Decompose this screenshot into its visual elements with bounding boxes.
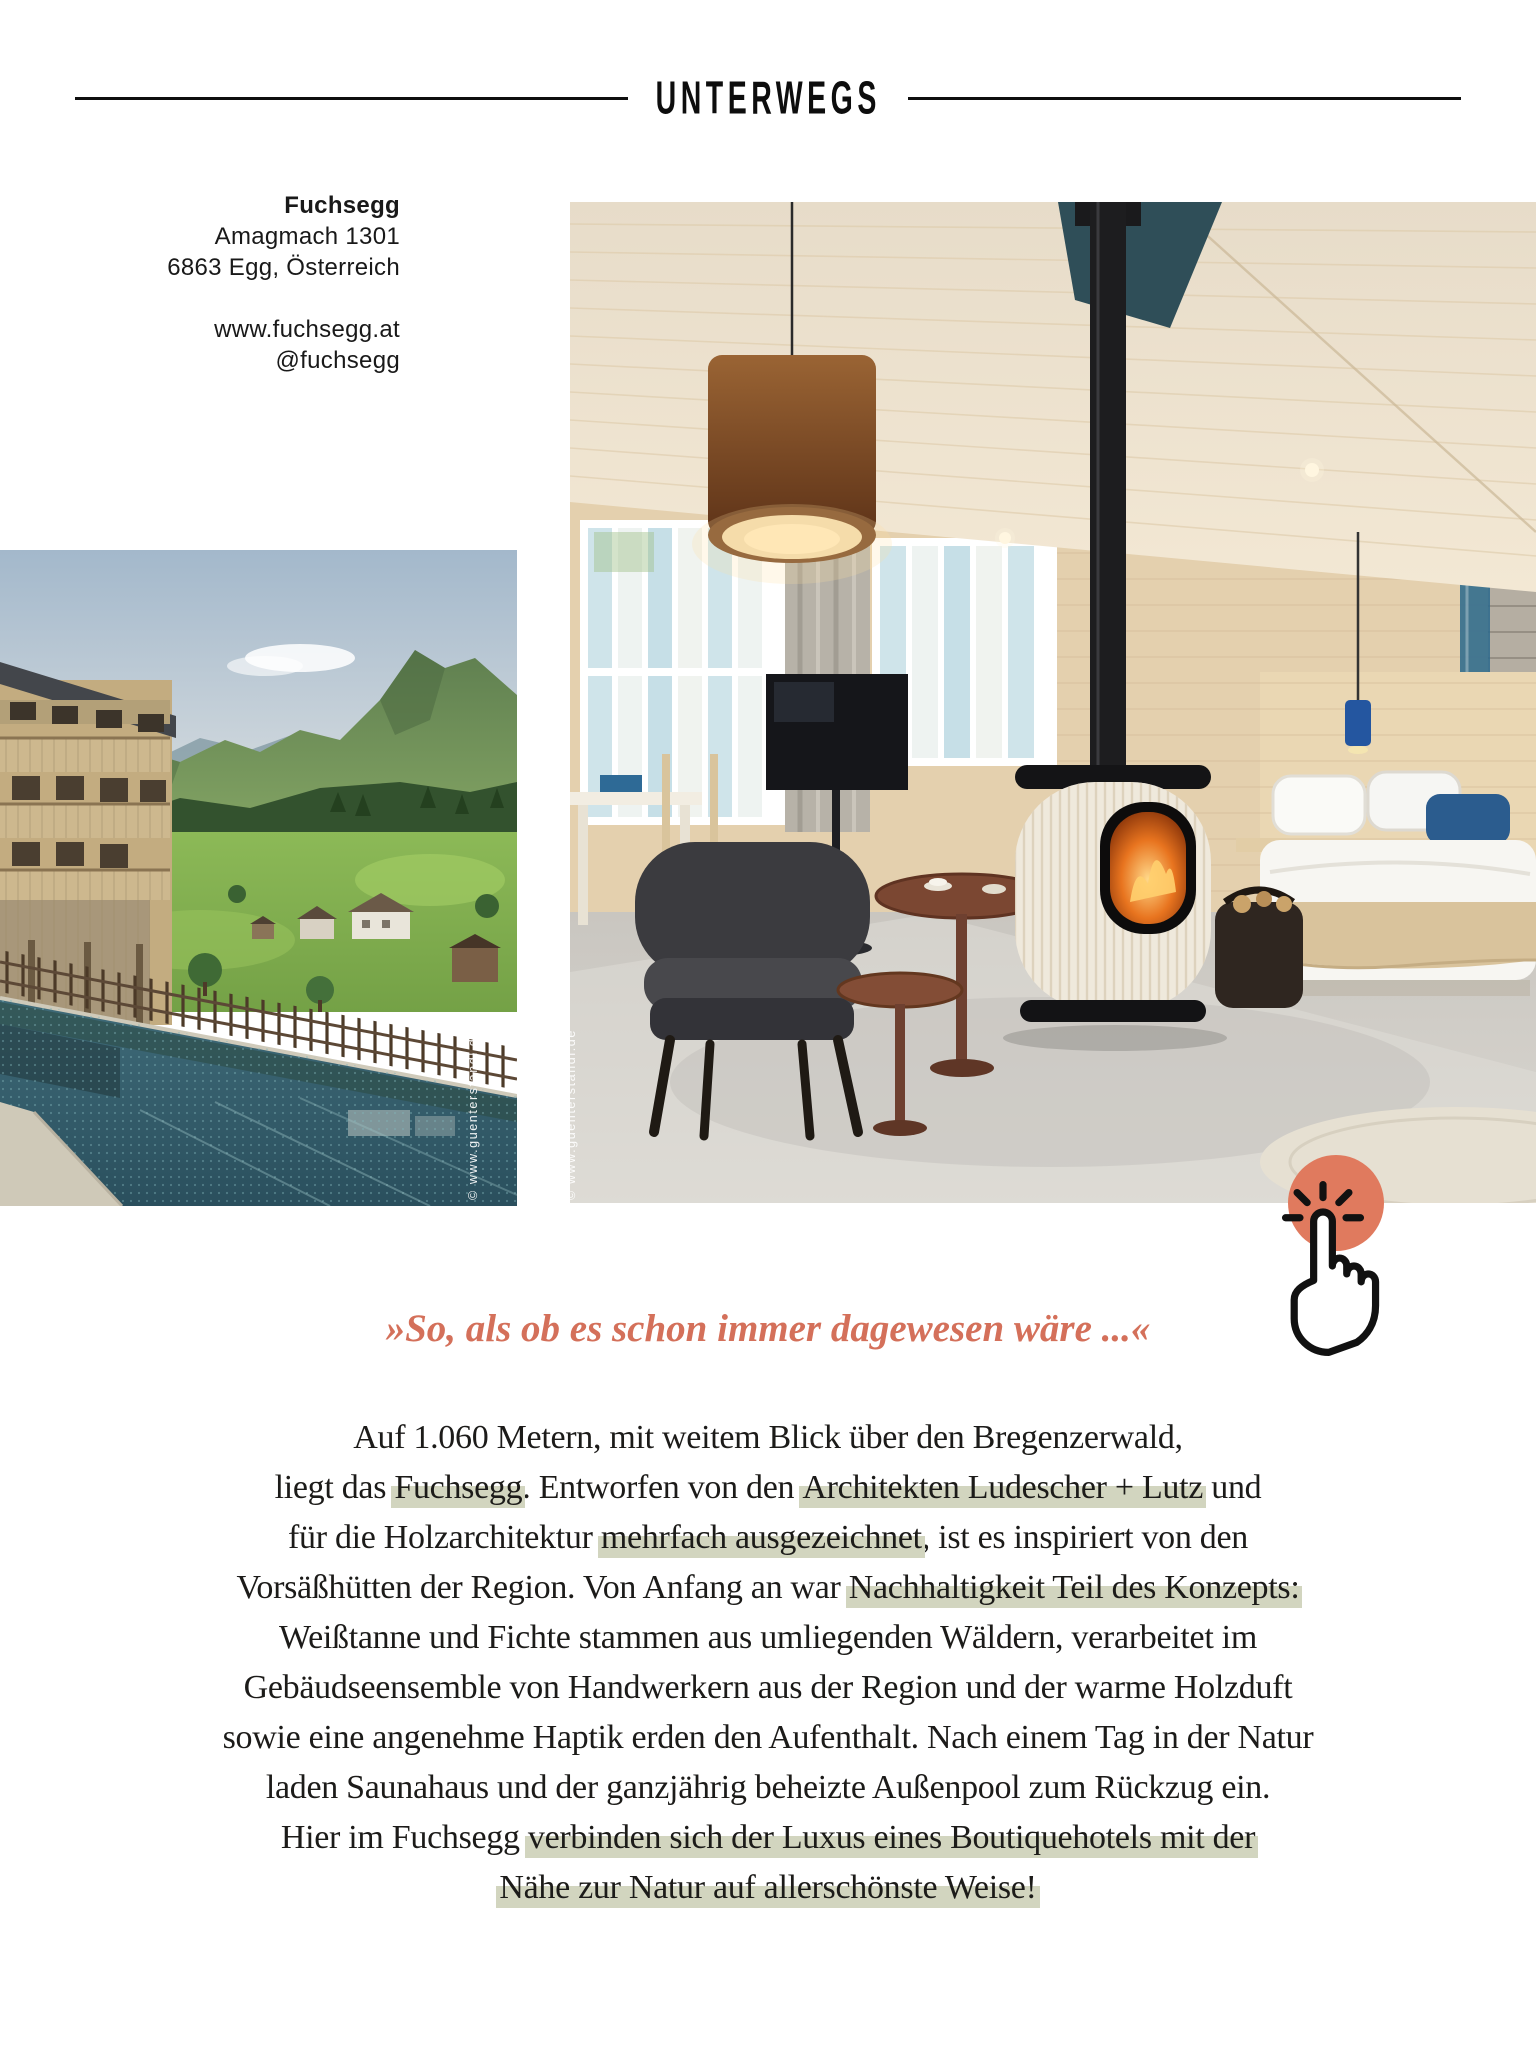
- body-text-segment: Vorsäßhütten der Region. Von Anfang an war: [236, 1569, 849, 1606]
- body-line: [0, 1613, 1536, 1663]
- body-line: [0, 1463, 1536, 1513]
- photo-hotel-room-interior: [570, 202, 1536, 1203]
- body-line: [0, 1763, 1536, 1813]
- highlighted-text: Nachhaltigkeit Teil des Konzepts:: [848, 1569, 1300, 1606]
- body-text-segment: sowie eine angenehme Haptik erden den Aufenthalt. Nach einem Tag in der Natur: [222, 1719, 1314, 1756]
- body-line: [0, 1713, 1536, 1763]
- exterior-photo-illustration: [0, 550, 517, 1206]
- hotel-street: Amagmach 1301: [214, 223, 400, 250]
- photo-credit-left: © www.guenterstandl.de: [466, 1029, 480, 1200]
- hotel-instagram: @fuchsegg: [275, 347, 400, 374]
- body-line: [0, 1563, 1536, 1613]
- body-text-segment: Auf 1.060 Metern, mit weitem Blick über den Bregenzerwald,: [353, 1419, 1183, 1456]
- highlighted-text: Nähe zur Natur auf allerschönste Weise!: [499, 1869, 1037, 1906]
- hotel-website: www.fuchsegg.at: [214, 316, 400, 343]
- photo-credit-right: © www.guenterstandl.de: [564, 1029, 578, 1200]
- highlighted-text: verbinden sich der Luxus eines Boutiquehotels mit der: [527, 1819, 1256, 1856]
- article-body: [0, 1413, 1536, 1913]
- body-line: [0, 1513, 1536, 1563]
- hotel-name: Fuchsegg: [284, 192, 400, 219]
- body-text-segment: liegt das: [274, 1469, 395, 1506]
- section-title: UNTERWEGS: [655, 71, 881, 125]
- hotel-contact-block: [0, 190, 400, 376]
- section-header: [75, 71, 1461, 125]
- body-line: [0, 1863, 1536, 1913]
- contact-spacer: [0, 283, 400, 314]
- interior-photo-illustration: [570, 202, 1536, 1203]
- body-text-segment: Weißtanne und Fichte stammen aus umliegenden Wäldern, verarbeitet im: [279, 1619, 1257, 1656]
- body-text-segment: und: [1203, 1469, 1262, 1506]
- pull-quote: »So, als ob es schon immer dagewesen wäre ...«: [385, 1307, 1151, 1350]
- body-text-segment: laden Saunahaus und der ganzjährig beheizte Außenpool zum Rückzug ein.: [265, 1769, 1271, 1806]
- highlighted-text: Fuchsegg: [394, 1469, 523, 1506]
- body-line: [0, 1663, 1536, 1713]
- body-text-segment: Gebäudseensemble von Handwerkern aus der Region und der warme Holzduft: [243, 1669, 1293, 1706]
- highlighted-text: mehrfach ausgezeichnet: [600, 1519, 922, 1556]
- highlighted-text: Architekten Ludescher + Lutz: [802, 1469, 1204, 1506]
- body-text-segment: Hier im Fuchsegg: [280, 1819, 528, 1856]
- header-rule-right: [908, 97, 1461, 100]
- body-line: [0, 1813, 1536, 1863]
- header-rule-left: [75, 97, 628, 100]
- photo-hotel-exterior: [0, 550, 517, 1206]
- body-text-segment: . Entworfen von den: [522, 1469, 803, 1506]
- hotel-city: 6863 Egg, Österreich: [167, 254, 400, 281]
- body-text-segment: , ist es inspiriert von den: [921, 1519, 1248, 1556]
- body-line: [0, 1413, 1536, 1463]
- body-text-segment: für die Holzarchitektur: [288, 1519, 601, 1556]
